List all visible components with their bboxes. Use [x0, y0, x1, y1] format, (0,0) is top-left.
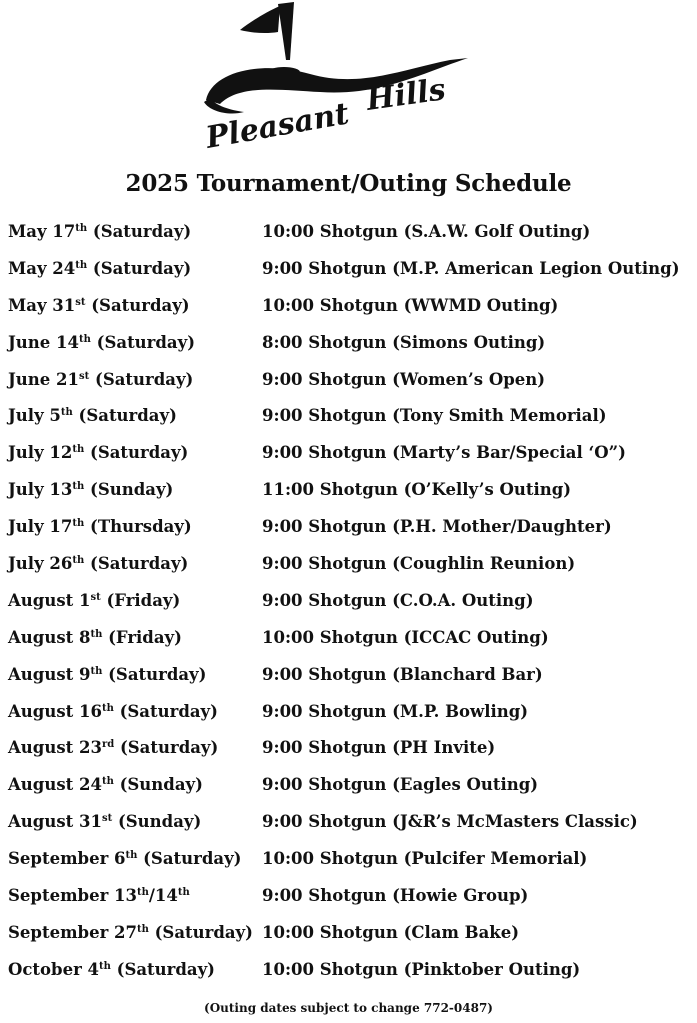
date-suffix: st: [79, 370, 90, 382]
date-day: (Saturday): [84, 554, 189, 574]
date-suffix: th: [90, 665, 103, 677]
date-suffix: rd: [101, 739, 115, 751]
schedule-date: [8, 443, 188, 462]
date-day: (Sunday): [113, 775, 203, 795]
schedule-date: [8, 812, 201, 831]
date-day: (Saturday): [72, 406, 177, 426]
schedule-date: [8, 296, 190, 315]
page-title: 2025 Tournament/Outing Schedule: [125, 170, 572, 197]
schedule-event: 9:00 Shotgun (Women’s Open): [262, 369, 546, 389]
schedule-row: [0, 657, 697, 694]
logo-wordmark: Pleasant: [203, 96, 352, 156]
date-text: September 27: [8, 922, 137, 942]
schedule-event: 9:00 Shotgun (C.O.A. Outing): [262, 590, 534, 610]
schedule-event: 10:00 Shotgun (Clam Bake): [262, 922, 520, 942]
date-text: September 13: [8, 886, 137, 906]
schedule-row: [0, 583, 697, 620]
schedule-row: [0, 620, 697, 657]
schedule-row: [0, 730, 697, 767]
date-suffix: th: [136, 887, 149, 899]
schedule-row: [0, 214, 697, 251]
date-text: August 31: [8, 812, 102, 832]
date-text: August 8: [8, 627, 91, 647]
date-suffix: th: [72, 555, 85, 567]
schedule-date: [8, 591, 180, 610]
schedule-event: 9:00 Shotgun (Eagles Outing): [262, 775, 539, 795]
schedule-row: [0, 472, 697, 509]
date-suffix: th: [60, 407, 73, 419]
schedule-date: [8, 333, 195, 352]
date-text: June 14: [8, 332, 80, 352]
schedule-event: 9:00 Shotgun (Marty’s Bar/Special ‘O”): [262, 443, 626, 463]
schedule-date: [8, 923, 253, 942]
date-suffix: th: [177, 887, 190, 899]
schedule-event: 9:00 Shotgun (Tony Smith Memorial): [262, 406, 607, 426]
date-day: /14: [148, 886, 178, 906]
schedule-row: [0, 362, 697, 399]
schedule-date: [8, 849, 241, 868]
date-suffix: th: [101, 776, 114, 788]
date-text: May 17: [8, 222, 76, 241]
date-day: (Saturday): [85, 295, 190, 315]
date-day: (Saturday): [110, 959, 215, 979]
date-text: August 9: [8, 664, 91, 684]
schedule-event: 9:00 Shotgun (Howie Group): [262, 886, 529, 906]
schedule-date: [8, 775, 203, 794]
footer-note: (Outing dates subject to change 772-0487): [204, 1001, 493, 1015]
schedule-event: 10:00 Shotgun (WWMD Outing): [262, 295, 559, 315]
schedule-event: 9:00 Shotgun (Blanchard Bar): [262, 664, 543, 684]
schedule-date: [8, 222, 191, 241]
date-day: (Saturday): [113, 701, 218, 721]
pleasant-hills-logo: [200, 0, 480, 160]
date-text: June 21: [8, 369, 80, 389]
schedule-date: [8, 960, 215, 979]
date-suffix: th: [136, 923, 149, 935]
schedule-row: [0, 435, 697, 472]
schedule-row: [0, 398, 697, 435]
date-suffix: th: [75, 223, 88, 234]
date-day: (Saturday): [137, 849, 242, 869]
date-text: July 12: [8, 443, 73, 463]
schedule-event: 9:00 Shotgun (M.P. Bowling): [262, 701, 529, 721]
schedule-event: 9:00 Shotgun (PH Invite): [262, 738, 496, 758]
date-day: (Thursday): [84, 517, 192, 537]
schedule-event: 8:00 Shotgun (Simons Outing): [262, 332, 546, 352]
schedule-event: 9:00 Shotgun (M.P. American Legion Outing): [262, 258, 680, 278]
schedule-event: 11:00 Shotgun (O’Kelly’s Outing): [262, 480, 572, 500]
date-day: (Saturday): [89, 369, 194, 389]
date-day: (Saturday): [84, 443, 189, 463]
date-text: August 24: [8, 775, 102, 795]
date-text: September 6: [8, 849, 126, 869]
schedule-date: [8, 406, 177, 425]
date-day: (Sunday): [84, 480, 174, 500]
schedule-row: [0, 952, 697, 989]
date-suffix: th: [75, 259, 88, 271]
date-day: (Saturday): [87, 258, 192, 278]
schedule-event: 9:00 Shotgun (J&R’s McMasters Classic): [262, 812, 638, 832]
schedule-event: 10:00 Shotgun (Pinktober Outing): [262, 959, 581, 979]
date-text: July 5: [8, 406, 61, 426]
schedule-row: [0, 288, 697, 325]
schedule-date: [8, 628, 182, 647]
date-day: (Sunday): [112, 812, 202, 832]
schedule-row: [0, 804, 697, 841]
date-day: (Saturday): [90, 332, 195, 352]
schedule-event: 10:00 Shotgun (ICCAC Outing): [262, 627, 549, 647]
schedule-event: 10:00 Shotgun (S.A.W. Golf Outing): [262, 222, 591, 241]
schedule-date: [8, 554, 188, 573]
schedule-row: [0, 325, 697, 362]
schedule-date: [8, 370, 193, 389]
date-suffix: th: [99, 960, 111, 972]
schedule-date: [8, 702, 218, 721]
date-text: October 4: [8, 959, 99, 979]
schedule-row: [0, 878, 697, 915]
date-text: May 31: [8, 295, 76, 315]
date-text: August 23: [8, 738, 102, 758]
date-day: (Saturday): [102, 664, 207, 684]
date-suffix: th: [79, 333, 91, 345]
schedule-row: [0, 915, 697, 952]
date-text: May 24: [8, 258, 76, 278]
schedule-date: [8, 738, 218, 757]
date-text: August 1: [8, 590, 91, 610]
date-suffix: th: [90, 628, 103, 640]
schedule-event: 10:00 Shotgun (Pulcifer Memorial): [262, 849, 588, 869]
schedule-event: 9:00 Shotgun (Coughlin Reunion): [262, 554, 576, 574]
date-suffix: st: [101, 813, 113, 825]
schedule-date: [8, 480, 173, 499]
schedule-row: [0, 251, 697, 288]
date-suffix: th: [72, 518, 85, 530]
date-day: (Saturday): [114, 738, 219, 758]
date-day: (Saturday): [87, 222, 192, 241]
date-suffix: th: [72, 444, 85, 456]
schedule-list: [0, 214, 697, 989]
date-suffix: st: [90, 591, 101, 603]
schedule-event: 9:00 Shotgun (P.H. Mother/Daughter): [262, 517, 612, 537]
schedule-date: [8, 886, 190, 905]
logo-wordmark-2: Hills: [364, 72, 448, 118]
date-text: July 26: [8, 554, 73, 574]
date-suffix: st: [75, 296, 86, 308]
date-day: (Friday): [102, 627, 182, 647]
schedule-date: [8, 517, 192, 536]
schedule-date: [8, 665, 206, 684]
schedule-row: [0, 841, 697, 878]
date-suffix: th: [72, 481, 85, 493]
date-text: August 16: [8, 701, 102, 721]
date-text: July 13: [8, 480, 73, 500]
date-suffix: th: [101, 702, 114, 714]
schedule-row: [0, 694, 697, 731]
schedule-row: [0, 767, 697, 804]
schedule-row: [0, 509, 697, 546]
date-suffix: th: [125, 850, 138, 862]
date-text: July 17: [8, 517, 73, 537]
date-day: (Saturday): [148, 922, 253, 942]
schedule-row: [0, 546, 697, 583]
schedule-date: [8, 259, 191, 278]
date-day: (Friday): [100, 590, 181, 610]
